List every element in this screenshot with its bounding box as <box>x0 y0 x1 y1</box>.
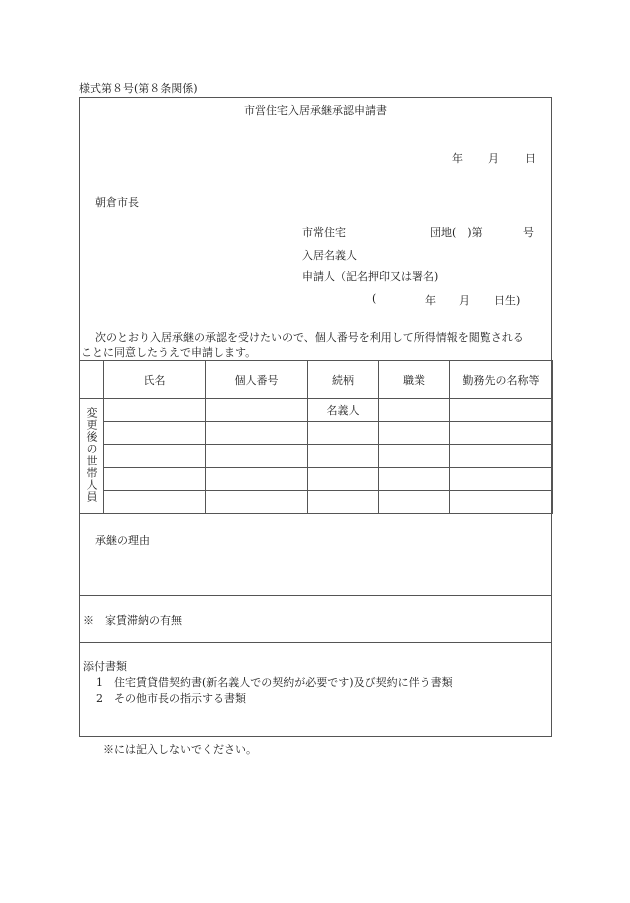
cell-name[interactable] <box>104 445 206 468</box>
date-month: 月 <box>488 152 499 165</box>
cell-personal-number[interactable] <box>206 468 308 491</box>
cell-personal-number[interactable] <box>206 399 308 422</box>
cell-workplace[interactable] <box>450 468 553 491</box>
side-label: 変更後の世帯人員 <box>85 406 98 503</box>
cell-personal-number[interactable] <box>206 445 308 468</box>
table-row <box>80 445 553 468</box>
side-label-cell <box>80 399 104 514</box>
cell-name[interactable] <box>104 399 206 422</box>
attachment-item: 1 住宅賃貸借契約書(新名義人での契約が必要です)及び契約に伴う書類 <box>96 676 453 689</box>
form-number-label: 様式第８号(第８条関係) <box>79 82 198 95</box>
cell-relation[interactable] <box>308 468 379 491</box>
cell-workplace[interactable] <box>450 422 553 445</box>
cell-name[interactable] <box>104 491 206 514</box>
cell-relation[interactable] <box>308 445 379 468</box>
cell-workplace[interactable] <box>450 399 553 422</box>
table-row <box>80 491 553 514</box>
attachment-item: 2 その他市長の指示する書類 <box>96 692 246 705</box>
date-day: 日 <box>525 152 536 165</box>
divider <box>79 595 552 596</box>
cell-occupation[interactable] <box>379 445 450 468</box>
cell-workplace[interactable] <box>450 445 553 468</box>
form-title: 市営住宅入居承継承認申請書 <box>244 104 387 117</box>
cell-workplace[interactable] <box>450 491 553 514</box>
cell-relation[interactable] <box>308 422 379 445</box>
header-personal-number: 個人番号 <box>206 361 308 399</box>
addressee: 朝倉市長 <box>95 196 139 209</box>
consent-text-line2: ことに同意したうえで申請します。 <box>81 346 257 359</box>
header-workplace: 勤務先の名称等 <box>450 361 553 399</box>
holder-label: 入居名義人 <box>302 249 357 262</box>
birth-year: 年 <box>425 294 436 307</box>
header-relation: 続柄 <box>308 361 379 399</box>
date-year: 年 <box>452 152 463 165</box>
household-members-table <box>79 360 553 514</box>
divider <box>79 642 552 643</box>
cell-occupation[interactable] <box>379 399 450 422</box>
housing-label: 市常住宅 <box>302 226 346 239</box>
cell-relation[interactable] <box>308 491 379 514</box>
table-row <box>80 399 553 422</box>
cell-personal-number[interactable] <box>206 491 308 514</box>
header-name: 氏名 <box>104 361 206 399</box>
cell-occupation[interactable] <box>379 468 450 491</box>
cell-relation: 名義人 <box>308 399 379 422</box>
birth-month: 月 <box>459 294 470 307</box>
danchi-label: 団地( )第 <box>430 226 483 239</box>
table-header-row <box>80 361 553 399</box>
cell-name[interactable] <box>104 468 206 491</box>
room-number-label: 号 <box>523 226 534 239</box>
birth-open: ( <box>372 292 377 305</box>
consent-text-line1: 次のとおり入居承継の承認を受けたいので、個人番号を利用して所得情報を閲覧される <box>95 331 524 344</box>
birth-day: 日生) <box>494 294 521 307</box>
header-corner-cell <box>80 361 104 399</box>
cell-personal-number[interactable] <box>206 422 308 445</box>
cell-occupation[interactable] <box>379 422 450 445</box>
reason-label: 承継の理由 <box>95 534 150 547</box>
applicant-label: 申請人（記名押印又は署名) <box>302 270 439 283</box>
attachments-title: 添付書類 <box>83 660 127 673</box>
header-occupation: 職業 <box>379 361 450 399</box>
footnote: ※には記入しないでください。 <box>103 743 257 756</box>
cell-name[interactable] <box>104 422 206 445</box>
arrears-label: ※ 家賃滞納の有無 <box>83 614 182 627</box>
cell-occupation[interactable] <box>379 491 450 514</box>
table-row <box>80 422 553 445</box>
table-row <box>80 468 553 491</box>
